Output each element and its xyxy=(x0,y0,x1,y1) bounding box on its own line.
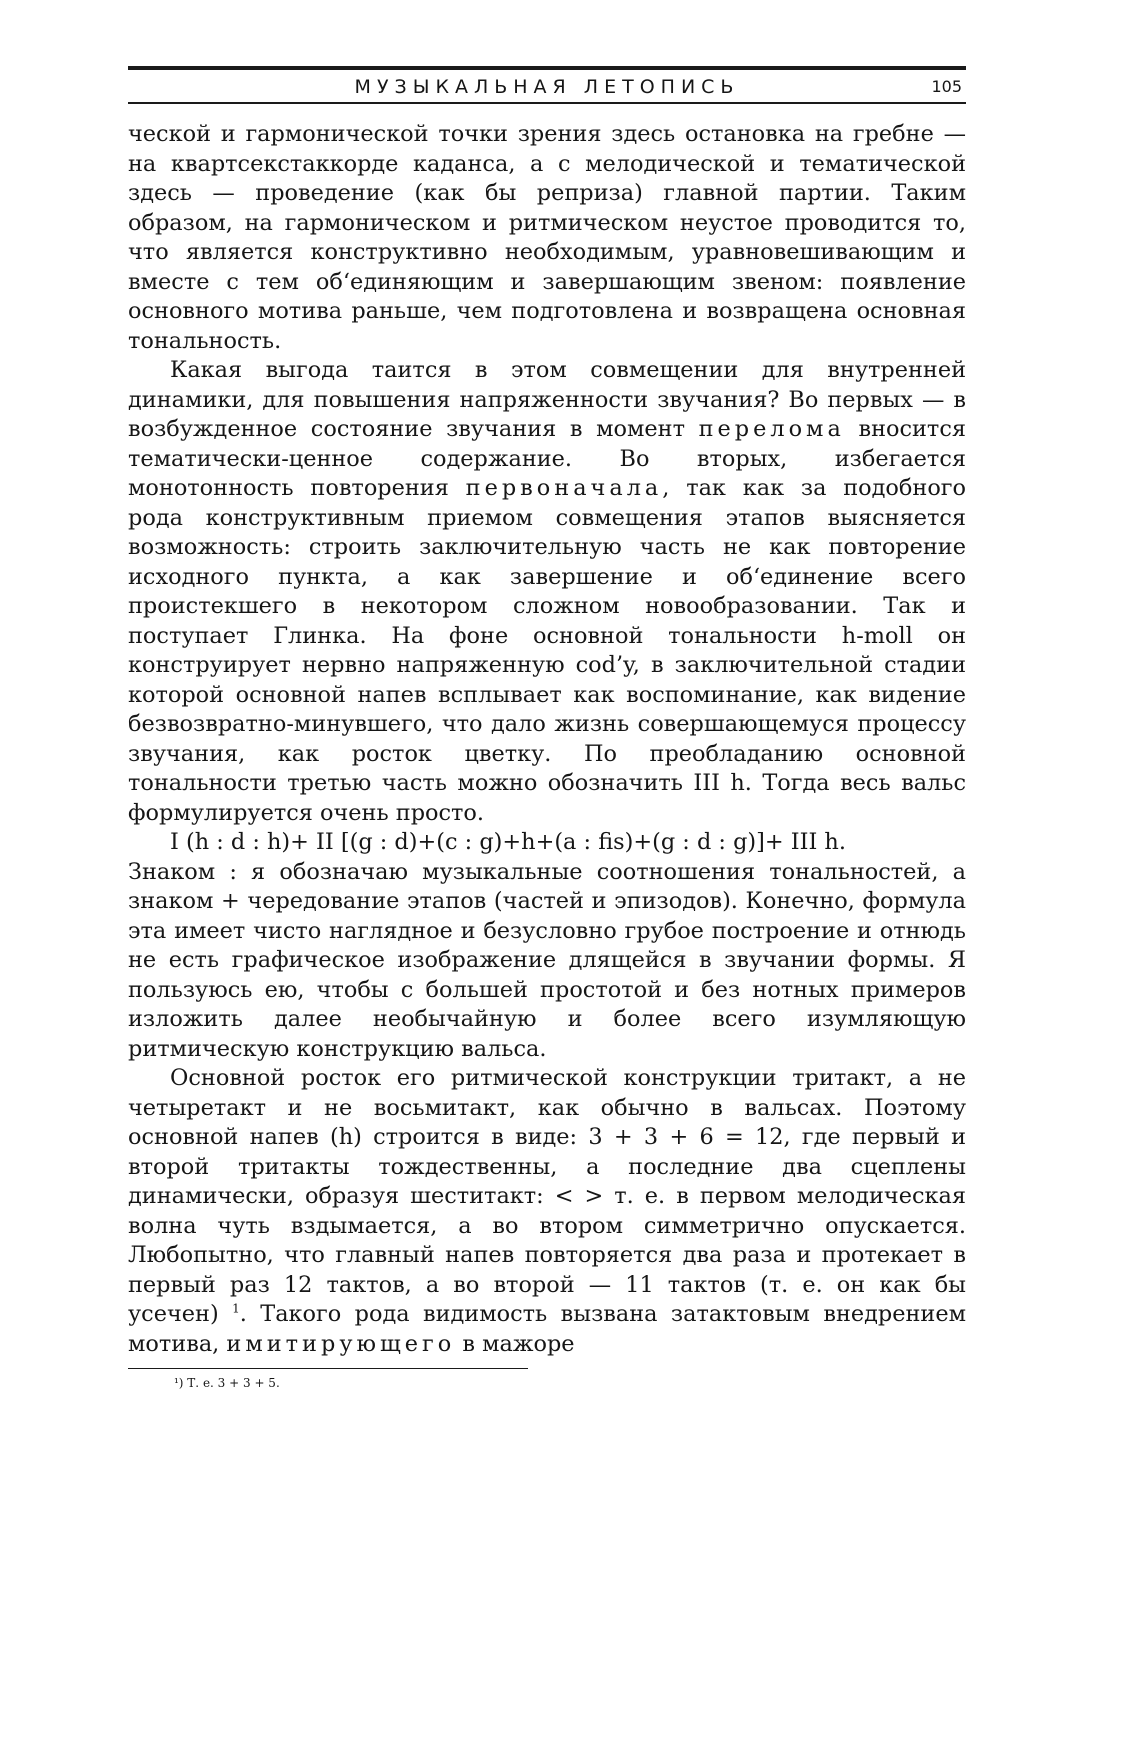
paragraph-4 xyxy=(128,1064,966,1359)
page xyxy=(128,66,966,1391)
emphasis-pereloma: перелома xyxy=(698,416,845,442)
running-header xyxy=(128,66,966,110)
paragraph-4-part-b: . Такого рода видимость вызвана затактовым внедрением мотива, xyxy=(128,1301,966,1357)
paragraph-2-part-e: , так как за подобного рода конструктивным приемом совмещения этапов выясняется возможность: строить заключительную часть не как повторение исходного пункта, а как завершение и об‘единение всего проистекшего в некотором сложном новообразовании. Так и поступает Глинка. На фоне основной тональности h-moll он конструирует нервно напряженную cod’y, в заключительной стадии которой основной напев всплывает как воспоминание, как видение безвозвратно-минувшего, что дало жизнь совершающемуся процессу звучания, как росток цветку. По преобладанию основной тональности третью часть можно обозначить III h. Тогда весь вальс формулируется очень просто. xyxy=(128,475,967,826)
paragraph-3-part-a: Знаком : я xyxy=(128,858,266,885)
page-number: 105 xyxy=(931,77,962,96)
footnote: ¹) Т. е. 3 + 3 + 5. xyxy=(174,1376,280,1390)
paragraph-3 xyxy=(128,858,966,1065)
emphasis-imitiruyushchego: имитирующего xyxy=(226,1330,456,1357)
paragraph-2 xyxy=(128,356,966,828)
paragraph-2-part-c: вносится тематически-ценное содержание. Во вторых, избегается монотонность повторения xyxy=(128,416,966,501)
paragraph-2-part-a: Какая выгода таится в этом совмещении для внутренней динамики, для повышения напряженности звучания? Во первых — в возбужденное состояние звучания в момент xyxy=(128,357,966,442)
emphasis-pervonachala: первоначала xyxy=(465,475,663,501)
footnote-rule xyxy=(128,1368,528,1369)
footnote-reference: 1 xyxy=(232,1301,240,1316)
header-rule-top xyxy=(128,66,966,70)
running-title: МУЗЫКАЛЬНАЯ ЛЕТОПИСЬ xyxy=(354,76,740,98)
waltz-formula: I (h : d : h)+ II [(g : d)+(c : g)+h+(a : fis)+(g : d : g)]+ III h. xyxy=(170,829,846,855)
paragraph-4-part-d: в мажоре xyxy=(455,1330,575,1357)
paragraph-4-part-a: Основной росток его ритмической конструкции тритакт, а не четыретакт и не восьмитакт, как обычно в вальсах. Поэтому основной напев (h) строится в виде: 3 + 3 + 6 = 12, где первый и второй тритакты тождественны, а последние два сцеплены динамически, образуя шеститакт: < > т. е. в первом мелодическая волна чуть вздымается, а во втором симметрично опускается. Любопытно, что главный напев повторяется два раза и протекает в первый раз 12 тактов, а во второй — 11 тактов (т. е. он как бы усечен) xyxy=(128,1065,966,1327)
paragraph-1: ческой и гармонической точки зрения здесь остановка на гребне — на квартсекстаккорде каданса, а с мелодической и тематической здесь — проведение (как бы реприза) главной партии. Таким образом, на гармоническом и ритмическом неустое проводится то, что является конструктивно необходимым, уравновешивающим и вместе с тем об‘единяющим и завершающим звеном: появление основного мотива раньше, чем подготовлена и возвращена основная тональность. xyxy=(128,121,966,354)
body-text xyxy=(128,120,966,1359)
paragraph-3-part-b: обозначаю музыкальные соотношения тональностей, а знаком + чередование этапов (частей и эпизодов). Конечно, формула эта имеет чисто наглядное и безусловно грубое построение и отнюдь не есть графическое изображение длящейся в звучании формы. Я пользуюсь ею, чтобы с большей простотой и без нотных примеров изложить далее необычайную и более всего изумляющую ритмическую конструкцию вальса. xyxy=(128,858,966,1062)
header-rule-bottom xyxy=(128,102,966,104)
